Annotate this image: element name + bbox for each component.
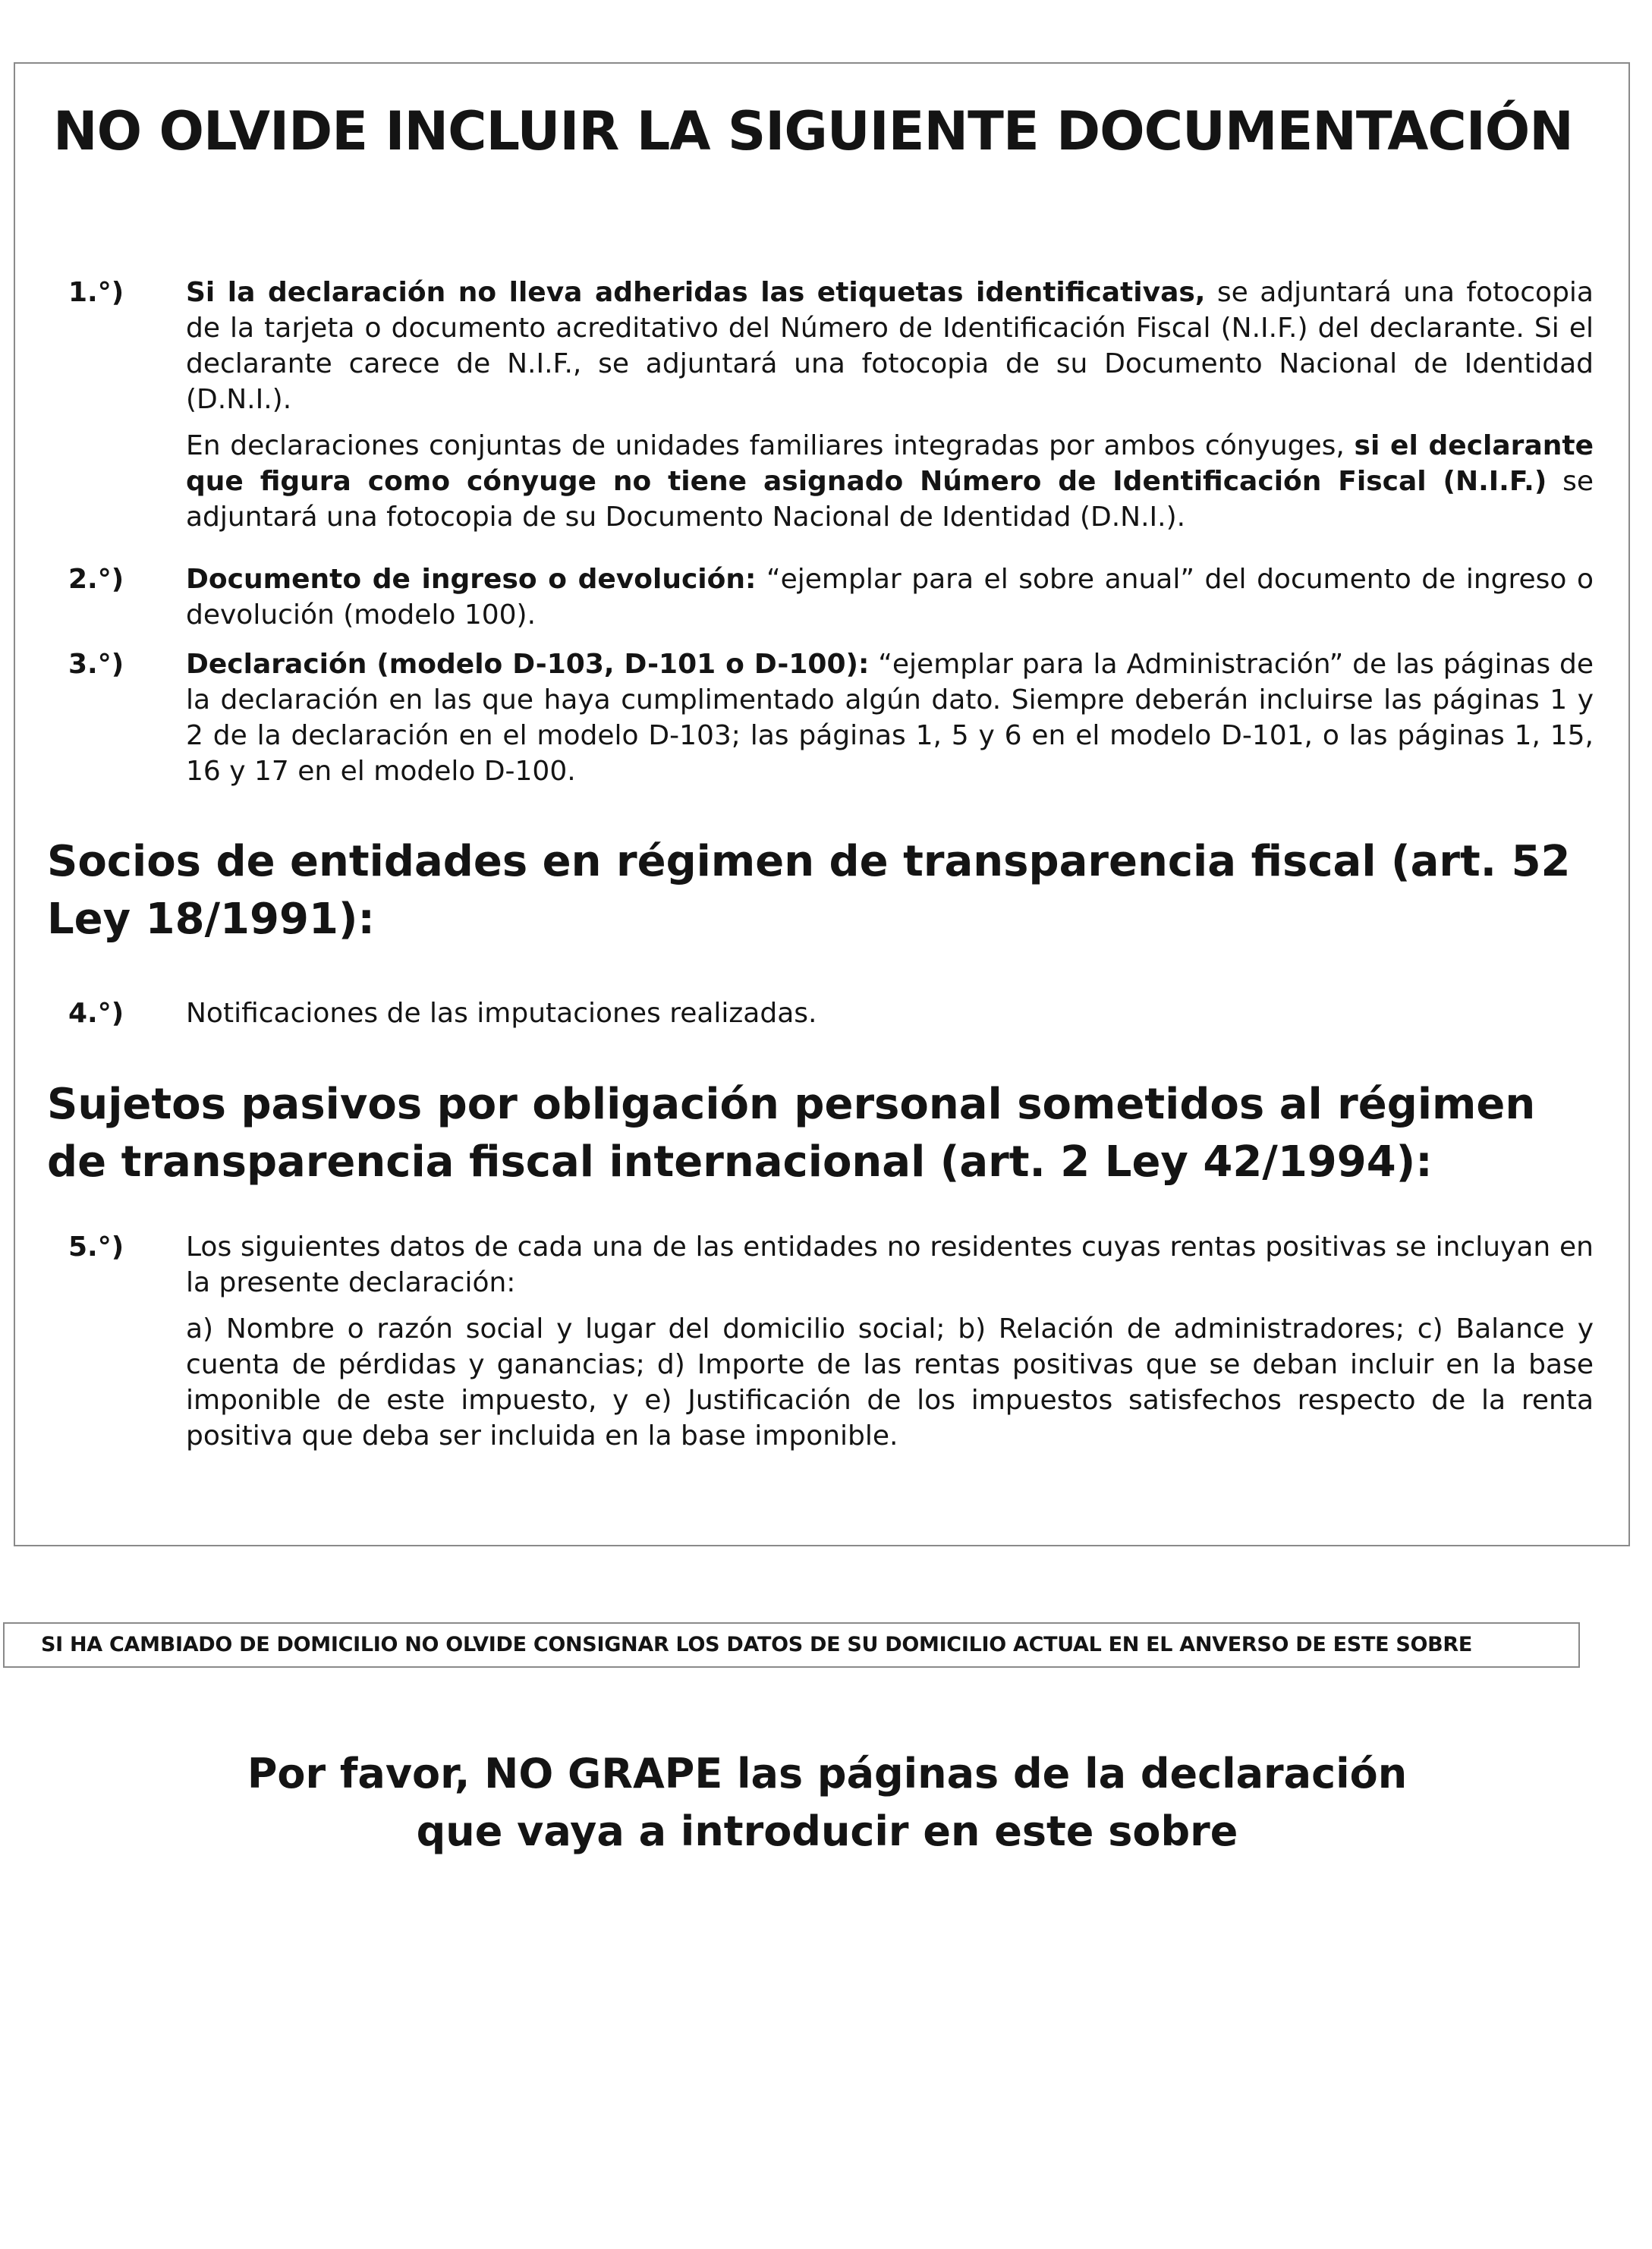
item-body <box>186 561 1594 633</box>
item-number: 4.°) <box>68 998 124 1029</box>
item-bold-text: Si la declaración no lleva adheridas las etiquetas identificativas, <box>186 277 1206 308</box>
item-body <box>186 646 1594 789</box>
item-text: se adjuntará una fotocopia de su Documento Nacional de Identidad (D.N.I.). <box>186 466 1594 533</box>
list-item-5 <box>68 1229 1594 1454</box>
item-bold-text: Declaración (modelo D-103, D-101 o D-100): <box>186 649 870 680</box>
item-text: En declaraciones conjuntas de unidades familiares integradas por ambos cónyuges, <box>186 430 1355 461</box>
item-number: 1.°) <box>68 277 124 308</box>
footer-line-2: que vaya a introducir en este sobre <box>416 1807 1238 1855</box>
item-body <box>186 996 1594 1031</box>
item-body <box>186 275 1594 535</box>
page-title: NO OLVIDE INCLUIR LA SIGUIENTE DOCUMENTACIÓN <box>53 100 1573 162</box>
item-text: “ejemplar para el sobre anual” del documento de ingreso o devolución (modelo 100). <box>186 564 1594 631</box>
list-item-4 <box>68 996 1594 1031</box>
item-text: “ejemplar para la Administración” de las páginas de la declaración en las que haya cumplimentado algún dato. Siempre deberán incluirse las páginas 1 y 2 de la declaración en el modelo D-103; las páginas 1, 5 y 6 en el modelo D-101, o las páginas 1, 15, 16 y 17 en el modelo D-100. <box>186 649 1594 787</box>
item-paragraph: a) Nombre o razón social y lugar del domicilio social; b) Relación de administradores; c) Balance y cuenta de pérdidas y ganancias; d) Importe de las rentas positivas que se deban incluir en la base imponible de este impuesto, y e) Justificación de los impuestos satisfechos respecto de la renta positiva que deba ser incluida en la base imponible. <box>186 1313 1594 1452</box>
section-title-socios: Socios de entidades en régimen de transparencia fiscal (art. 52 Ley 18/1991): <box>47 837 1571 944</box>
item-number: 2.°) <box>68 564 124 595</box>
list-item-1 <box>68 275 1594 535</box>
item-paragraph <box>186 428 1594 535</box>
item-number: 5.°) <box>68 1231 124 1263</box>
item-text: se adjuntará una fotocopia de la tarjeta o documento acreditativo del Número de Identificación Fiscal (N.I.F.) del declarante. Si el declarante carece de N.I.F., se adjuntará una fotocopia de su Documento Nacional de Identidad (D.N.I.). <box>186 277 1594 415</box>
do-not-staple-note <box>152 1745 1503 1861</box>
item-bold-text: Documento de ingreso o devolución: <box>186 564 757 595</box>
item-bold-text: si el declarante que figura como cónyuge no tiene asignado Número de Identificación Fiscal (N.I.F.) <box>186 430 1594 497</box>
list-item-3 <box>68 646 1594 789</box>
item-paragraph <box>186 561 1594 633</box>
footer-line-1: Por favor, NO GRAPE las páginas de la declaración <box>247 1750 1408 1798</box>
item-paragraph: Los siguientes datos de cada una de las entidades no residentes cuyas rentas positivas se incluyan en la presente declaración: <box>186 1231 1594 1298</box>
list-item-2 <box>68 561 1594 633</box>
item-number: 3.°) <box>68 649 124 680</box>
item-paragraph: Notificaciones de las imputaciones realizadas. <box>186 998 817 1029</box>
address-change-notice: SI HA CAMBIADO DE DOMICILIO NO OLVIDE CONSIGNAR LOS DATOS DE SU DOMICILIO ACTUAL EN EL ANVERSO DE ESTE SOBRE <box>3 1622 1580 1668</box>
section-title-sujetos: Sujetos pasivos por obligación personal sometidos al régimen de transparencia fiscal internacional (art. 2 Ley 42/1994): <box>47 1080 1536 1187</box>
item-body <box>186 1229 1594 1454</box>
item-paragraph <box>186 275 1594 417</box>
item-paragraph <box>186 646 1594 789</box>
